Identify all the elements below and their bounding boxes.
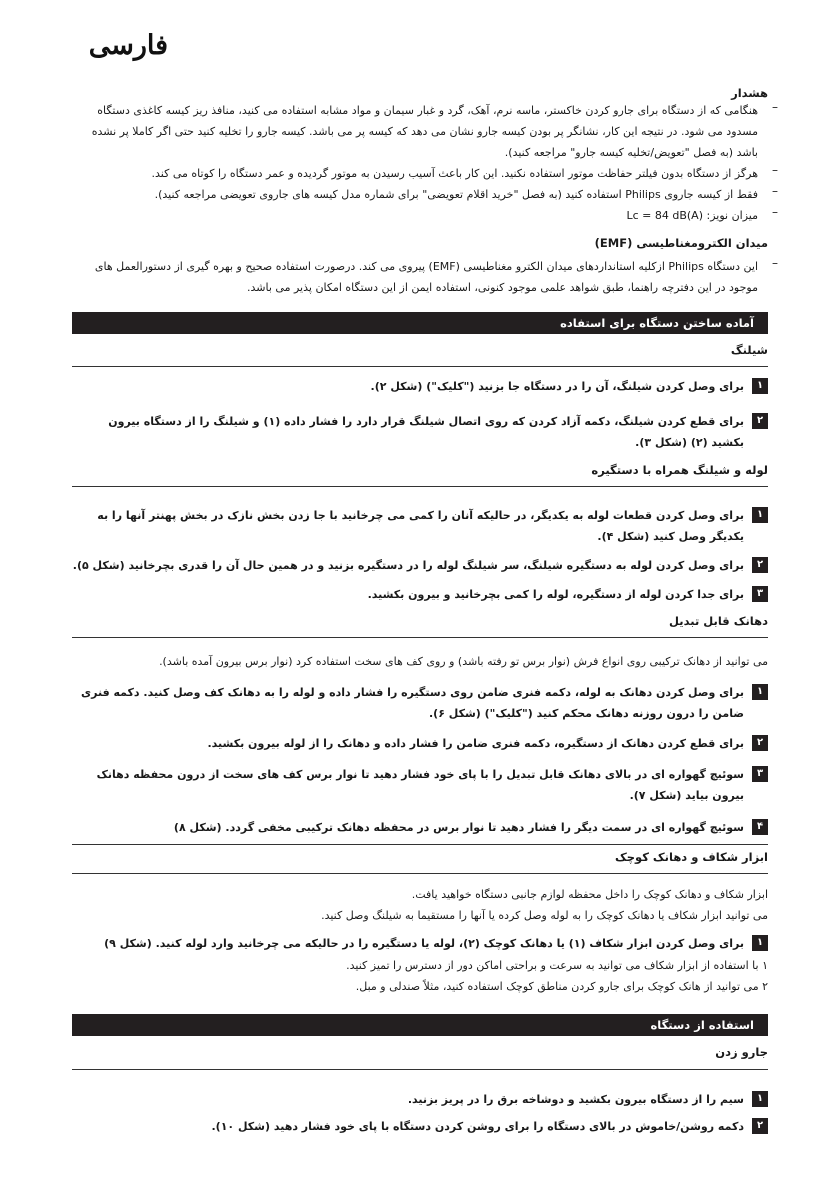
tube-step-3: برای جدا کردن لوله از دستگیره، لوله را کمی بچرخانید و بیرون بکشید. (367, 588, 744, 601)
subsection-hose-title: شیلنگ (730, 343, 768, 357)
crevice-step-1: برای وصل کردن ابزار شکاف (۱) یا دهانک کوچک (۲)، لوله یا دستگیره را در حالیکه می چرخانید وارد لوله کنید. (شکل ۹) (104, 937, 744, 950)
nozzle-step-3: سوئیچ گهواره ای در بالای دهانک قابل تبدیل را با پای خود فشار دهید تا نوار برس کف های سخت از درون محفظه دهانک بیرون بیاید (شکل ۷). (96, 768, 744, 802)
noise-level: میزان نویز: Lc = 84 dB(A) (626, 209, 758, 222)
section-bar-title: استفاده از دستگاه (650, 1018, 754, 1032)
warning-heading: هشدار (731, 86, 768, 100)
step-number-badge: ۲ (752, 1118, 768, 1134)
step-number-badge: ۳ (752, 586, 768, 602)
vacuum-step-1: سیم را از دستگاه بیرون بکشید و دوشاخه برق را در پریز بزنید. (407, 1093, 744, 1106)
subsection-crevice-title: ابزار شکاف و دهانک کوچک (614, 850, 768, 864)
divider (72, 1069, 768, 1070)
step-number-badge: ۱ (752, 1091, 768, 1107)
bullet-dash-icon: – (772, 163, 778, 177)
subsection-tube-title: لوله و شیلنگ همراه با دستگیره (591, 463, 768, 477)
warning-item-2: هرگز از دستگاه بدون فیلتر حفاظت موتور استفاده نکنید. این کار باعث آسیب رسیدن به موتور گردیده و عمر دستگاه را کوتاه می کند. (151, 167, 758, 180)
divider (72, 486, 768, 487)
language-title: فارسی (88, 30, 168, 61)
nozzle-step-2: برای قطع کردن دهانک از دستگیره، دکمه فنری ضامن را فشار داده و دهانک را از لوله بیرون بکشید. (207, 737, 744, 750)
divider (72, 873, 768, 874)
subsection-nozzle-title: دهانک قابل تبدیل (669, 614, 768, 628)
step-number-badge: ۱ (752, 507, 768, 523)
bullet-dash-icon: – (772, 184, 778, 198)
bullet-dash-icon: – (772, 100, 778, 114)
divider (72, 637, 768, 638)
step-number-badge: ۱ (752, 935, 768, 951)
bullet-dash-icon: – (772, 256, 778, 270)
step-number-badge: ۴ (752, 819, 768, 835)
bullet-dash-icon: – (772, 205, 778, 219)
section-bar-using (72, 1014, 768, 1036)
vacuum-step-2: دکمه روشن/خاموش در بالای دستگاه را برای روشن کردن دستگاه با پای خود فشار دهید (شکل ۱۰). (211, 1120, 744, 1133)
hose-step-1: برای وصل کردن شیلنگ، آن را در دستگاه جا بزنید ("کلیک") (شکل ۲). (370, 380, 744, 393)
step-number-badge: ۱ (752, 684, 768, 700)
step-number-badge: ۱ (752, 378, 768, 394)
emf-text: این دستگاه Philips ازکلیه استانداردهای میدان الکترو مغناطیسی (EMF) پیروی می کند. درصورت استفاده صحیح و بهره گیری از دستورالعمل های موجود در این دفترچه راهنما، طبق شواهد علمی موجود کنونی، استفاده ایمن از این دستگاه امکان پذیر می باشد. (94, 260, 758, 294)
divider (72, 844, 768, 845)
crevice-note-2: ۲ می توانید از هانک کوچک برای جارو کردن مناطق کوچک استفاده کنید، مثلاً صندلی و مبل. (355, 980, 768, 993)
nozzle-intro: می توانید از دهانک ترکیبی روی انواع فرش (نوار برس تو رفته باشد) و روی کف های سخت استفاده کرد (نوار برس بیرون آمده باشد). (159, 655, 768, 668)
warning-item-3: فقط از کیسه جاروی Philips استفاده کنید (به فصل "خرید اقلام تعویضی" برای شماره مدل کیسه های جاروی تعویضی مراجعه کنید). (154, 188, 758, 201)
crevice-note-1: ۱ با استفاده از ابزار شکاف می توانید به سرعت و براحتی اماکن دور از دسترس را تمیز کنید. (346, 959, 768, 972)
tube-step-2: برای وصل کردن لوله به دستگیره شیلنگ، سر شیلنگ لوله را در دستگیره بزنید و در همین حال آن را قدری بچرخانید (شکل ۵). (72, 559, 744, 572)
step-number-badge: ۲ (752, 413, 768, 429)
nozzle-step-1: برای وصل کردن دهانک به لوله، دکمه فنری ضامن روی دستگیره را فشار داده و لوله را به دهانک کف وصل کنید. دکمه فنری ضامن را درون روزنه دهانک محکم کنید ("کلیک") (شکل ۶). (81, 686, 744, 720)
step-number-badge: ۲ (752, 557, 768, 573)
subsection-vacuum-title: جارو زدن (715, 1045, 768, 1059)
nozzle-step-4: سوئیچ گهواره ای در سمت دیگر را فشار دهید تا نوار برس در محفظه دهانک ترکیبی مخفی گردد. (شکل ۸) (173, 821, 744, 834)
emf-heading: میدان الکترومغناطیسی (EMF) (594, 236, 768, 250)
divider (72, 366, 768, 367)
step-number-badge: ۳ (752, 766, 768, 782)
hose-step-2: برای قطع کردن شیلنگ، دکمه آزاد کردن که روی اتصال شیلنگ قرار دارد را فشار داده (۱) و شیلنگ را از دستگاه بیرون بکشید (۲) (شکل ۳). (108, 415, 744, 449)
crevice-intro-2: می توانید ابزار شکاف یا دهانک کوچک را به لوله وصل کرده یا آنها را مستقیما به شیلنگ وصل کنید. (321, 909, 768, 922)
crevice-intro-1: ابزار شکاف و دهانک کوچک را داخل محفظه لوازم جانبی دستگاه خواهید یافت. (411, 888, 768, 901)
tube-step-1: برای وصل کردن قطعات لوله به یکدیگر، در حالیکه آنان را کمی می چرخانید با جا زدن بخش نازک در بخش پهنتر آنها را به یکدیگر وصل کنید (شکل ۴). (97, 509, 744, 543)
warning-item-1: هنگامی که از دستگاه برای جارو کردن خاکستر، ماسه نرم، آهک، گرد و غبار سیمان و مواد مشابه استفاده می کنید، منافذ ریز کیسه کاغذی دستگاه مسدود می شود. در نتیجه این کار، نشانگر پر بودن کیسه جارو نشان می دهد که کیسه پر می باشد. کیسه جارو را تخلیه کنید حتی اگر کاملا پر نشده باشد (به فصل "تعویض/تخلیه کیسه جارو" مراجعه کنید). (91, 104, 758, 159)
step-number-badge: ۲ (752, 735, 768, 751)
section-bar-title: آماده ساختن دستگاه برای استفاده (560, 316, 754, 330)
section-bar-preparing (72, 312, 768, 334)
